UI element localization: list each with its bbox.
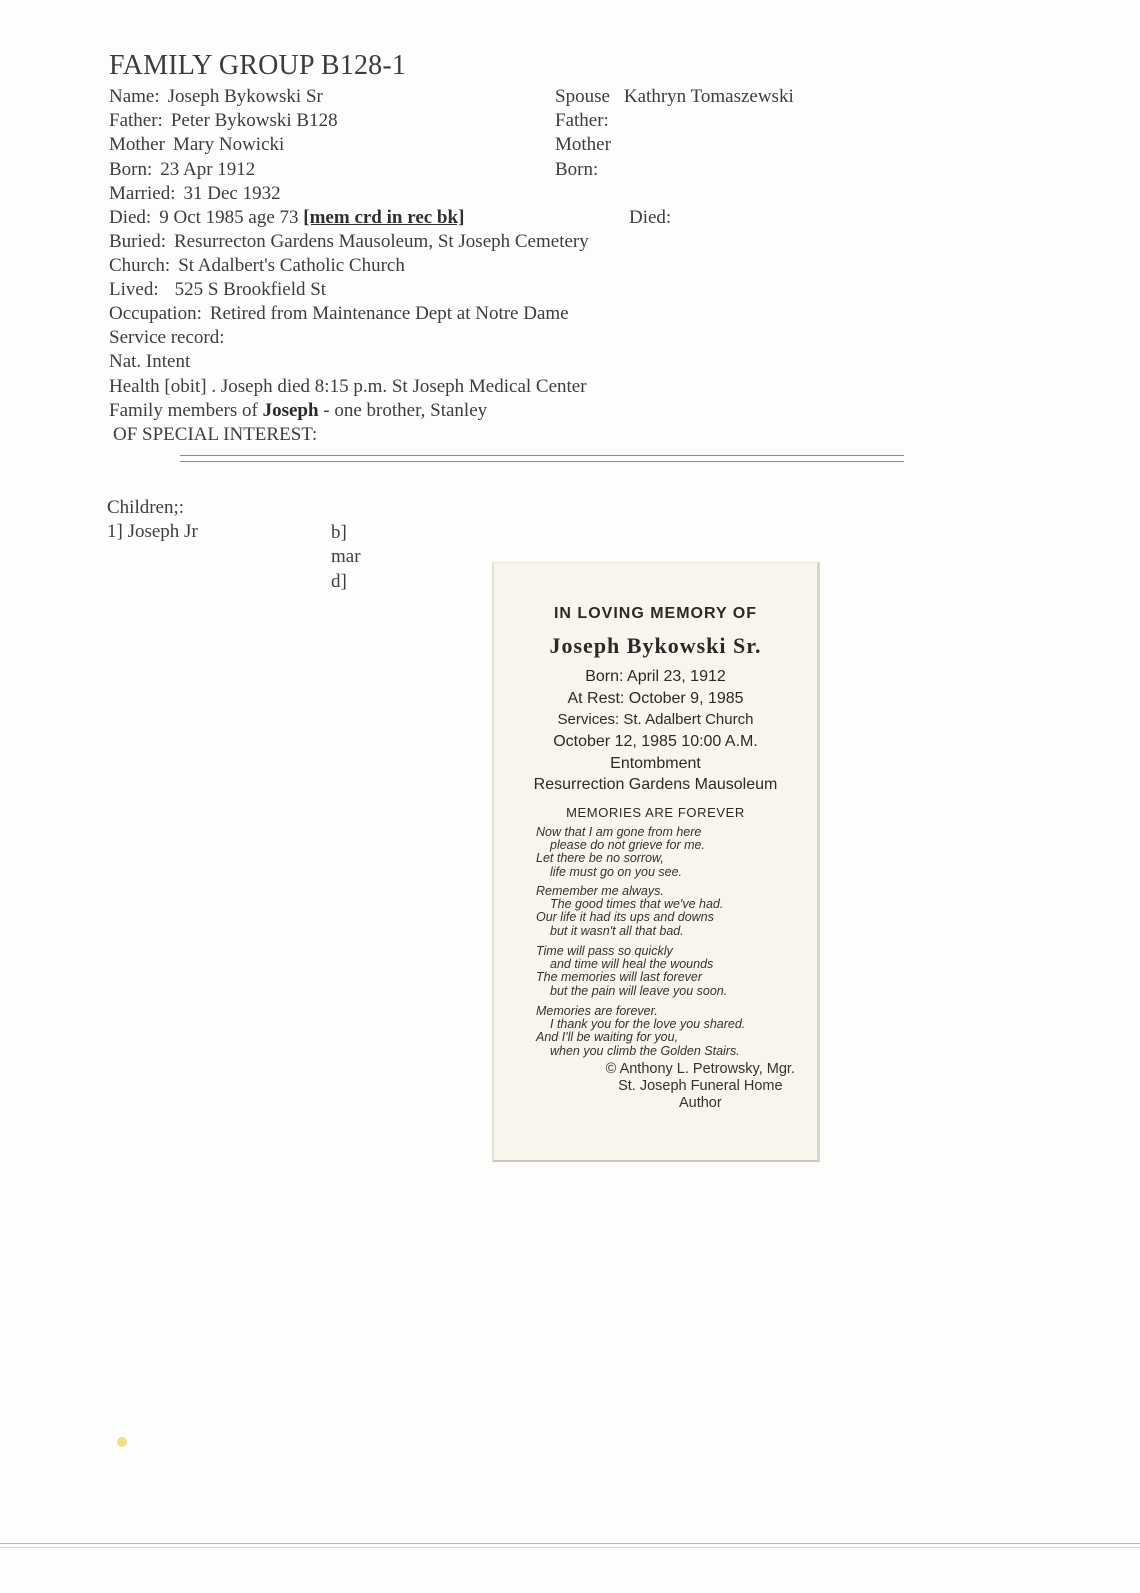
poem-line: Remember me always. <box>536 884 664 898</box>
field-name-value: Joseph Bykowski Sr <box>167 86 323 107</box>
child-died: d] <box>331 571 347 592</box>
section-divider <box>180 455 904 462</box>
special-interest-heading: OF SPECIAL INTEREST: <box>113 424 318 445</box>
spouse-value: Kathryn Tomaszewski <box>623 86 794 107</box>
child-born: b] <box>331 522 347 543</box>
card-at-rest: At Rest: October 9, 1985 <box>567 690 744 707</box>
spouse-label: Spouse <box>555 86 610 107</box>
field-married-label: Married: <box>109 183 176 204</box>
card-service-date: October 12, 1985 10:00 A.M. <box>553 733 758 750</box>
poem-line: please do not grieve for me. <box>550 838 705 853</box>
page-title: FAMILY GROUP B128-1 <box>109 50 407 81</box>
field-lived <box>109 278 326 302</box>
field-buried <box>109 230 589 254</box>
poem-line: And I'll be waiting for you, <box>536 1030 679 1045</box>
field-buried-value: Resurrecton Gardens Mausoleum, St Joseph Cemetery <box>174 231 589 252</box>
card-credits <box>494 1061 817 1112</box>
card-heading: IN LOVING MEMORY OF <box>553 605 757 622</box>
spouse-mother-label: Mother <box>555 134 611 155</box>
poem-line: The memories will last forever <box>536 970 703 985</box>
poem-line: Our life it had its ups and downs <box>536 910 714 925</box>
field-died <box>109 206 464 230</box>
card-deceased-name: Joseph Bykowski Sr. <box>549 633 762 658</box>
card-services: Services: St. Adalbert Church <box>557 711 754 728</box>
card-credit-author: © Anthony L. Petrowsky, Mgr. <box>605 1061 795 1077</box>
spouse-father-label: Father: <box>555 110 609 131</box>
field-service-record: Service record: <box>109 327 225 348</box>
poem-line: Let there be no sorrow, <box>536 851 664 866</box>
card-born: Born: April 23, 1912 <box>585 668 726 685</box>
spouse-field-name <box>555 85 794 109</box>
poem-line: I thank you for the love you shared. <box>550 1017 746 1032</box>
spouse-field-died: Died: <box>629 207 672 228</box>
spouse-born-label: Born: <box>555 159 599 180</box>
field-married <box>109 182 281 206</box>
card-poem-title: MEMORIES ARE FOREVER <box>566 805 745 820</box>
field-health <box>109 375 587 399</box>
poem-line: but the pain will leave you soon. <box>550 983 728 998</box>
poem-line: Time will pass so quickly <box>536 944 673 958</box>
poem-line: Now that I am gone from here <box>536 825 702 839</box>
poem-line: Memories are forever. <box>536 1004 658 1018</box>
field-church <box>109 254 405 278</box>
card-poem-stanza <box>536 885 806 938</box>
field-born <box>109 158 255 182</box>
memorial-card-link[interactable]: [mem crd in rec bk] <box>303 207 465 228</box>
card-poem-stanza <box>536 1005 806 1058</box>
spouse-field-father <box>555 109 609 133</box>
card-entombment: Entombment <box>610 755 701 772</box>
field-born-value: 23 Apr 1912 <box>160 159 256 180</box>
field-occupation-value: Retired from Maintenance Dept at Notre Dame <box>209 303 569 324</box>
field-health-label: Health [obit] <box>109 376 207 397</box>
poem-line: The good times that we've had. <box>550 897 724 912</box>
field-mother-label: Mother <box>109 134 165 155</box>
field-born-label: Born: <box>109 159 153 180</box>
field-family-name: Joseph <box>262 400 319 421</box>
field-family <box>109 399 487 423</box>
field-name-label: Name: <box>109 86 160 107</box>
field-lived-value: 525 S Brookfield St <box>174 279 327 300</box>
field-mother <box>109 133 284 157</box>
paper-speck <box>117 1437 127 1447</box>
field-nat-intent: Nat. Intent <box>109 351 191 372</box>
field-occupation-label: Occupation: <box>109 303 202 324</box>
field-occupation <box>109 302 569 326</box>
field-church-value: St Adalbert's Catholic Church <box>178 255 405 276</box>
card-poem-stanza <box>536 945 806 998</box>
field-buried-label: Buried: <box>109 231 166 252</box>
poem-line: but it wasn't all that bad. <box>550 923 684 938</box>
card-credit-role: Author <box>678 1095 722 1111</box>
poem-line: life must go on you see. <box>550 864 683 879</box>
field-family-prefix: Family members of <box>109 400 258 421</box>
field-father-value: Peter Bykowski B128 <box>170 110 338 131</box>
children-heading: Children;: <box>107 497 185 518</box>
field-lived-label: Lived: <box>109 279 159 300</box>
poem-line: and time will heal the wounds <box>550 957 714 972</box>
field-married-value: 31 Dec 1932 <box>183 183 281 204</box>
spouse-field-born <box>555 158 598 182</box>
child-married: mar <box>331 546 361 567</box>
card-place: Resurrection Gardens Mausoleum <box>533 776 778 793</box>
field-health-value: . Joseph died 8:15 p.m. St Joseph Medical Center <box>211 376 587 397</box>
poem-line: when you climb the Golden Stairs. <box>550 1043 740 1058</box>
field-died-value: 9 Oct 1985 age 73 <box>159 207 299 228</box>
field-church-label: Church: <box>109 255 171 276</box>
child-name: 1] Joseph Jr <box>107 521 198 542</box>
field-died-label: Died: <box>109 207 152 228</box>
card-poem-stanza <box>536 826 806 879</box>
field-family-suffix: - one brother, Stanley <box>318 400 488 421</box>
field-father-label: Father: <box>109 110 163 131</box>
spouse-field-mother <box>555 133 611 157</box>
card-credit-funeral-home: St. Joseph Funeral Home <box>618 1078 783 1094</box>
memorial-card <box>492 562 820 1162</box>
field-name <box>109 85 323 109</box>
field-father <box>109 109 338 133</box>
field-mother-value: Mary Nowicki <box>172 134 285 155</box>
page-bottom-edge <box>0 1543 1140 1548</box>
